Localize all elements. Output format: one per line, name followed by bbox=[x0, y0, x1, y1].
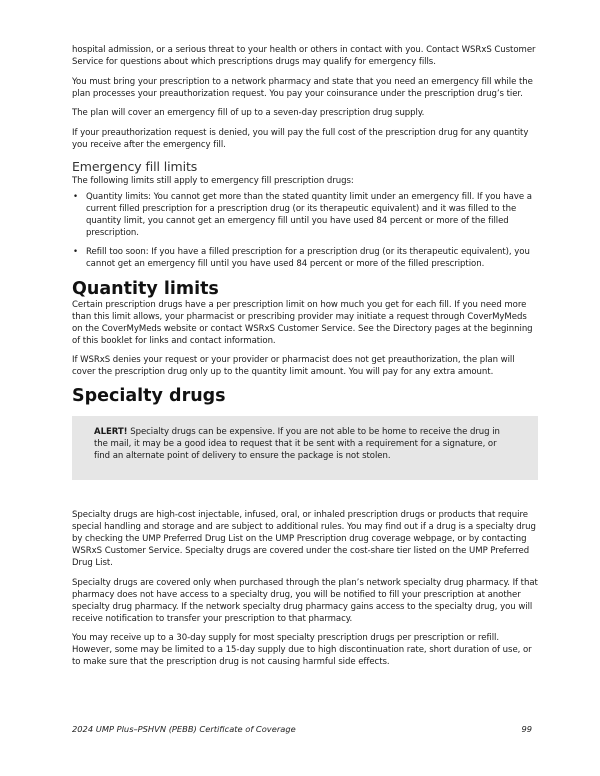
paragraph: Specialty drugs are high-cost injectable, infused, oral, or inhaled prescription drugs or products that require special handling and storage and are subject to additional rules. You may find out if a drug is a specialty drug by checking the UMP Preferred Drug List on the UMP Prescription drug coverage webpage, or by contacting WSRxS Customer Service. Specialty drugs are covered under the cost-share tier listed on the UMP Preferred Drug List. bbox=[72, 510, 536, 568]
alert-text bbox=[94, 426, 514, 462]
footer-title: 2024 UMP Plus–PSHVN (PEBB) Certificate of Coverage bbox=[72, 724, 296, 734]
paragraph: Certain prescription drugs have a per prescription limit on how much you get for each fill. If you need more than this limit allows, your pharmacist or prescribing provider may initiate a request through CoverMyMeds on the CoverMyMeds website or contact WSRxS Customer Service. See the Directory pages at the beginning of this booklet for links and contact information. bbox=[72, 299, 533, 346]
emergency-fill-limits-heading: Emergency fill limits bbox=[72, 158, 198, 174]
specialty-drugs-heading: Specialty drugs bbox=[72, 386, 226, 406]
list-item-text: Quantity limits: You cannot get more than the stated quantity limit under an emergency fill. If you have a current filled prescription for a prescription drug (or its therapeutic equivalent) and it was filled to the quantity limit, you cannot get an emergency fill until you have used 84 percent or more of the filled prescription. bbox=[86, 191, 532, 238]
alert-box bbox=[72, 416, 538, 480]
list-item bbox=[72, 246, 538, 270]
document-page bbox=[72, 44, 538, 676]
alert-body: Specialty drugs can be expensive. If you are not able to be home to receive the drug in the mail, it may be a good idea to request that it be sent with a requirement for a signature, or find an alternate point of delivery to ensure the package is not stolen. bbox=[94, 427, 500, 461]
paragraph: You may receive up to a 30-day supply for most specialty prescription drugs per prescription or refill. However, some may be limited to a 15-day supply due to high discontinuation rate, short duration of use, or to make sure that the prescription drug is not causing harmful side effects. bbox=[72, 633, 532, 667]
paragraph: The plan will cover an emergency fill of up to a seven-day prescription drug supply. bbox=[72, 108, 425, 118]
emergency-limits-list bbox=[72, 191, 538, 270]
page-number: 99 bbox=[521, 724, 532, 734]
bullet: • bbox=[73, 246, 78, 257]
emergency-limits-intro: The following limits still apply to emergency fill prescription drugs: bbox=[72, 175, 354, 186]
paragraph: You must bring your prescription to a network pharmacy and state that you need an emergency fill while the plan processes your preauthorization request. You pay your coinsurance under the prescription drug’s tier. bbox=[72, 76, 533, 99]
page-footer bbox=[72, 724, 532, 734]
bullet: • bbox=[73, 191, 78, 202]
paragraph: hospital admission, or a serious threat to your health or others in contact with you. Contact WSRxS Customer Service for questions about which prescriptions drugs may qualify for emergency fills. bbox=[72, 45, 536, 67]
quantity-limits-heading: Quantity limits bbox=[72, 278, 219, 299]
specialty-drugs-body bbox=[72, 509, 538, 668]
paragraph: If your preauthorization request is denied, you will pay the full cost of the prescription drug for any quantity you receive after the emergency fill. bbox=[72, 127, 529, 150]
list-item bbox=[72, 191, 538, 239]
paragraph: Specialty drugs are covered only when purchased through the plan’s network specialty drug pharmacy. If that pharmacy does not have access to a specialty drug, you will be notified to fill your prescription at another specialty drug pharmacy. If the network specialty drug pharmacy gains access to the specialty drug, you will receive notification to transfer your prescription to that pharmacy. bbox=[72, 577, 538, 624]
paragraph: If WSRxS denies your request or your provider or pharmacist does not get preauthorization, the plan will cover the prescription drug only up to the quantity limit amount. You will pay for any extra amount. bbox=[72, 355, 515, 377]
alert-label: ALERT! bbox=[94, 427, 128, 437]
list-item-text: Refill too soon: If you have a filled prescription for a prescription drug (or its therapeutic equivalent), you cannot get an emergency fill until you have used 84 percent or more of the filled prescription. bbox=[86, 246, 530, 269]
